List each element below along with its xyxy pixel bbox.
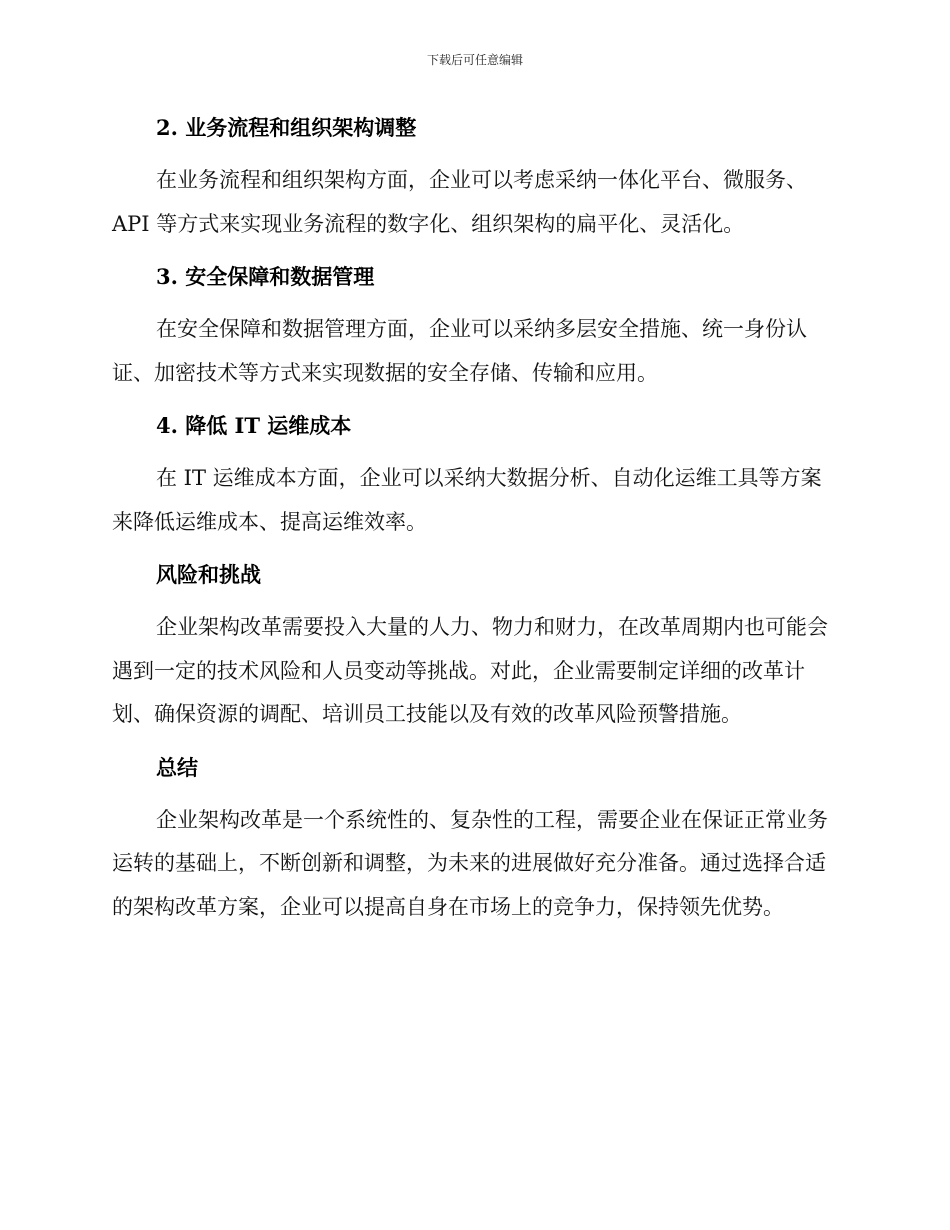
section-heading: 风险和挑战	[156, 562, 261, 587]
section-paragraph: 在业务流程和组织架构方面，企业可以考虑采纳一体化平台、微服务、API 等方式来实现业务流程的数字化、组织架构的扁平化、灵活化。	[112, 168, 807, 236]
section-paragraph: 在 IT 运维成本方面，企业可以采纳大数据分析、自动化运维工具等方案来降低运维成本、提高运维效率。	[112, 466, 822, 534]
section-heading: 4. 降低 IT 运维成本	[156, 413, 352, 438]
section-heading: 3. 安全保障和数据管理	[156, 264, 375, 289]
section-summary	[112, 748, 840, 930]
section-paragraph: 在安全保障和数据管理方面，企业可以采纳多层安全措施、统一身份认证、加密技术等方式来实现数据的安全存储、传输和应用。	[112, 317, 807, 385]
section-heading: 总结	[156, 754, 198, 780]
section-security-data	[112, 257, 840, 395]
section-risks-challenges	[112, 555, 840, 737]
section-heading: 2. 业务流程和组织架构调整	[156, 115, 417, 140]
section-it-ops-cost	[112, 406, 840, 544]
section-paragraph: 企业架构改革需要投入大量的人力、物力和财力，在改革周期内也可能会遇到一定的技术风险和人员变动等挑战。对此，企业需要制定详细的改革计划、确保资源的调配、培训员工技能以及有效的改革风险预警措施。	[112, 615, 828, 726]
section-paragraph: 企业架构改革是一个系统性的、复杂性的工程，需要企业在保证正常业务运转的基础上，不断创新和调整，为未来的进展做好充分准备。通过选择合适的架构改革方案，企业可以提高自身在市场上的竞争力，保持领先优势。	[112, 807, 828, 919]
page-header: 下载后可任意编辑	[426, 53, 523, 67]
document-body	[112, 108, 840, 940]
section-business-process	[112, 108, 840, 246]
